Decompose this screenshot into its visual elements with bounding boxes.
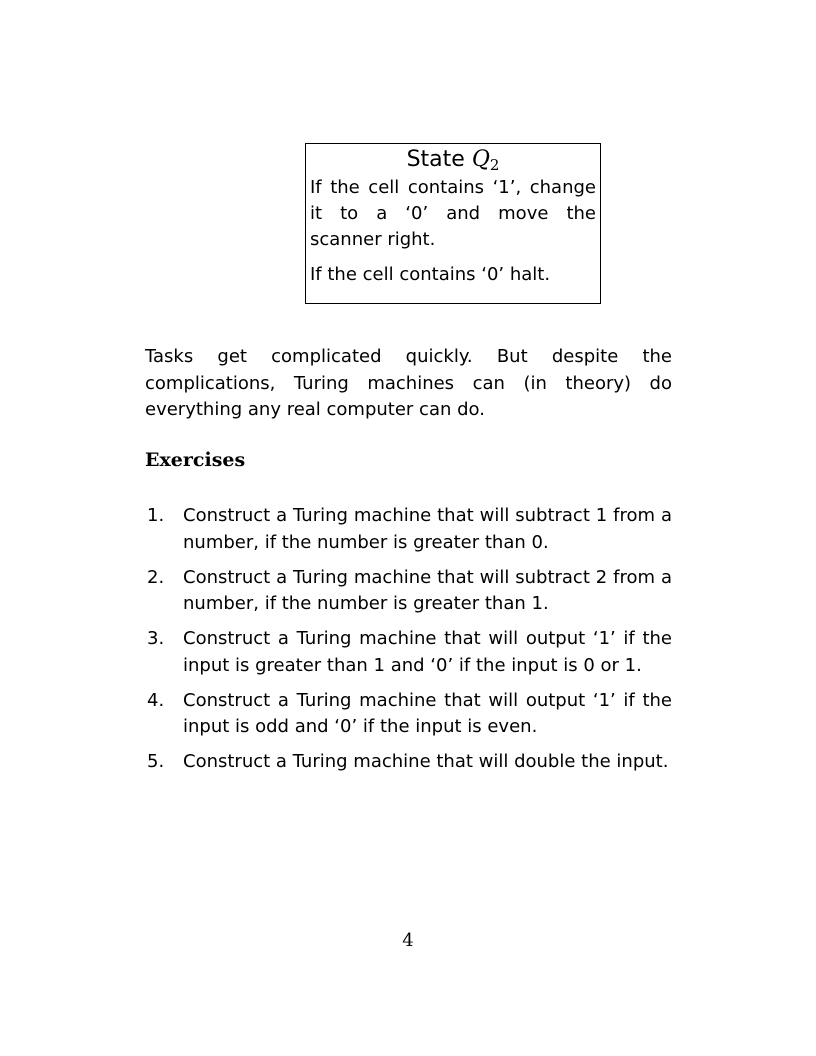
exercise-number: 3. xyxy=(147,628,165,649)
exercise-text: Construct a Turing machine that will subtract 2 from a number, if the number is greater than 1. xyxy=(183,566,672,614)
exercise-text: Construct a Turing machine that will output ‘1’ if the input is odd and ‘0’ if the input is even. xyxy=(183,689,672,737)
exercise-number: 2. xyxy=(147,566,165,588)
exercise-item xyxy=(145,626,672,679)
exercise-item xyxy=(145,565,672,618)
state-box xyxy=(305,143,601,304)
exercise-item xyxy=(145,688,672,741)
exercise-number: 1. xyxy=(147,505,165,526)
state-title-word: State xyxy=(406,147,465,172)
state-rule-one: If the cell contains ‘1’, change it to a ‘0’ and move the scanner right. xyxy=(310,177,596,250)
exercise-item xyxy=(145,503,672,556)
page-number: 4 xyxy=(402,930,414,951)
state-variable-subscript: 2 xyxy=(489,156,500,174)
exercise-list xyxy=(145,503,672,784)
state-variable xyxy=(472,147,500,172)
state-title xyxy=(310,147,596,173)
exercise-number: 5. xyxy=(147,751,165,772)
state-variable-letter: Q xyxy=(471,147,490,172)
exercise-text: Construct a Turing machine that will subtract 1 from a number, if the number is greater than 0. xyxy=(183,505,672,553)
exercise-number: 4. xyxy=(147,689,165,711)
exercises-heading: Exercises xyxy=(145,449,246,471)
state-rule-two: If the cell contains ‘0’ halt. xyxy=(310,264,551,285)
exercise-text: Construct a Turing machine that will output ‘1’ if the input is greater than 1 and ‘0’ if the input is 0 or 1. xyxy=(183,628,672,676)
body-paragraph: Tasks get complicated quickly. But despite the complications, Turing machines can (in theory) do everything any real computer can do. xyxy=(145,346,672,420)
exercise-text: Construct a Turing machine that will double the input. xyxy=(183,751,669,772)
exercise-item xyxy=(145,749,672,776)
